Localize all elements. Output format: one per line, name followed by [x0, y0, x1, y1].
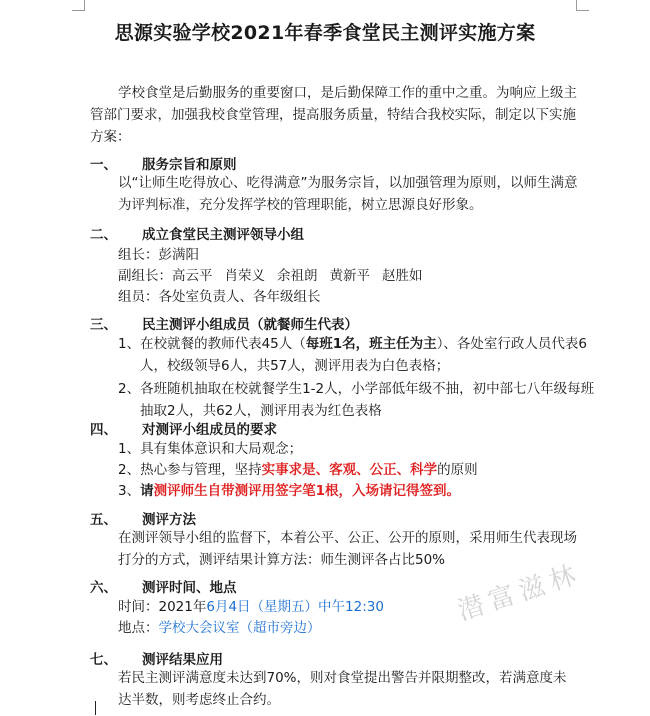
intro-paragraph: 学校食堂是后勤服务的重要窗口，是后勤保障工作的重中之重。为响应上级主管部门要求，加强我校食堂管理，提高服务质量，特结合我校实际，制定以下实施方案： — [90, 85, 577, 145]
section-7-body: 若民主测评满意度未达到70%，则对食堂提出警告并限期整改，若满意度未达半数，则考虑终止合约。 — [118, 670, 567, 708]
place-value: 学校大会议室（超市旁边） — [158, 620, 321, 636]
section-1-body: 以“让师生吃得放心、吃得满意”为服务宗旨，以加强管理为原则，以师生满意为评判标准，充分发挥学校的管理职能，树立思源良好形象。 — [118, 175, 578, 213]
section-3-item-2: 2、各班随机抽取在校就餐学生1-2人，小学部低年级不抽，初中部七八年级每班抽取2人，共62人，测评用表为红色表格 — [118, 381, 595, 419]
highlight-text: 实事求是、客观、公正、科学 — [261, 462, 438, 478]
section-number: 五、 — [90, 512, 117, 528]
section-4-item-1: 1、具有集体意识和大局观念； — [118, 441, 303, 457]
section-4-heading — [90, 420, 277, 440]
section-title: 测评方法 — [142, 512, 196, 528]
section-number: 四、 — [90, 422, 117, 438]
emphasis-text: 每班1名，班主任为主 — [305, 336, 437, 352]
section-title: 民主测评小组成员（就餐师生代表） — [142, 317, 358, 333]
section-number: 三、 — [90, 317, 117, 333]
time-value: 6月4日（星期五）中午12:30 — [206, 599, 384, 615]
text-cursor — [95, 701, 96, 715]
group-leader: 组长：彭满阳 — [118, 247, 199, 263]
section-number: 一、 — [90, 157, 117, 173]
group-members: 组员：各处室负责人、各年级组长 — [118, 289, 321, 305]
section-5-body: 在测评领导小组的监督下，本着公平、公正、公开的原则，采用师生代表现场打分的方式，测评结果计算方法：师生测评各占比50% — [118, 530, 577, 568]
deputy-label: 副组长： — [118, 268, 172, 284]
page-corner-mark — [576, 0, 589, 11]
section-4-item-3: 3、请测评师生自带测评用签字笔1根，入场请记得签到。 — [118, 483, 460, 499]
section-6-heading — [90, 578, 237, 598]
section-3-item-1: 1、在校就餐的教师代表45人（每班1名，班主任为主）、各处室行政人员代表6人，校级领导6人，共57人，测评用表为白色表格； — [118, 336, 588, 374]
meeting-place: 地点：学校大会议室（超市旁边） — [118, 620, 321, 636]
page-corner-mark — [72, 0, 85, 11]
group-deputies — [118, 266, 423, 286]
section-title: 服务宗旨和原则 — [142, 157, 237, 173]
deputy-name: 赵胜如 — [382, 268, 423, 284]
highlight-text: 测评师生自带测评用签字笔1根，入场请记得签到 — [153, 483, 447, 499]
deputy-name: 高云平 — [172, 268, 213, 284]
section-number: 六、 — [90, 580, 117, 596]
section-3-heading — [90, 315, 358, 335]
deputy-name: 余祖朗 — [277, 268, 318, 284]
section-2-heading — [90, 225, 304, 245]
section-title: 测评时间、地点 — [142, 580, 237, 596]
section-title: 对测评小组成员的要求 — [142, 422, 277, 438]
meeting-time: 时间：2021年6月4日（星期五）中午12:30 — [118, 599, 384, 615]
deputy-name: 黄新平 — [329, 268, 370, 284]
deputy-name: 肖荣义 — [224, 268, 265, 284]
document-title: 思源实验学校2021年春季食堂民主测评实施方案 — [114, 22, 536, 44]
section-number: 二、 — [90, 227, 117, 243]
watermark: 潜富滋林 — [454, 558, 586, 627]
section-number: 七、 — [90, 652, 117, 668]
section-title: 测评结果应用 — [142, 652, 223, 668]
section-title: 成立食堂民主测评领导小组 — [142, 227, 304, 243]
section-4-item-2: 2、热心参与管理，坚持实事求是、客观、公正、科学的原则 — [118, 462, 478, 478]
